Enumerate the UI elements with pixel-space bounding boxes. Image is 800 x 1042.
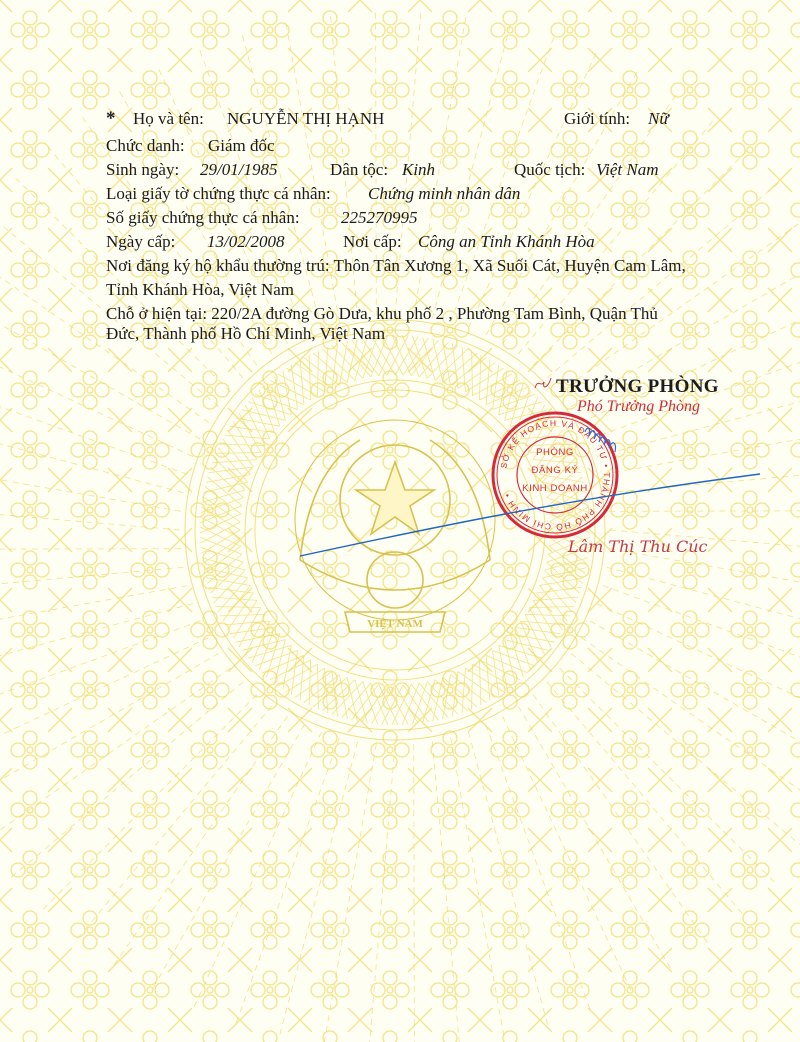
id-number-value: 225270995 bbox=[341, 208, 418, 227]
name-value: NGUYỄN THỊ HẠNH bbox=[227, 109, 385, 128]
current-address-line-2: Đức, Thành phố Hồ Chí Minh, Việt Nam bbox=[106, 324, 386, 343]
issue-date-label: Ngày cấp: bbox=[106, 232, 176, 251]
residence-line-1: Nơi đăng ký hộ khẩu thường trú: Thôn Tân Xương 1, Xã Suối Cát, Huyện Cam Lâm, bbox=[106, 256, 686, 275]
emblem-text: VIỆT NAM bbox=[367, 618, 423, 630]
title-value: Giám đốc bbox=[208, 136, 275, 155]
signer-name: Lâm Thị Thu Cúc bbox=[568, 537, 708, 556]
id-type-label: Loại giấy tờ chứng thực cá nhân: bbox=[106, 184, 331, 203]
stamp-ring-text: SỞ KẾ HOẠCH VÀ ĐẦU TƯ • THÀNH PHỐ HỒ CHÍ MINH • bbox=[498, 417, 613, 533]
issue-date-value: 13/02/2008 bbox=[207, 232, 285, 251]
bullet-marker: * bbox=[106, 108, 116, 129]
name-label: Họ và tên: bbox=[133, 109, 204, 128]
ethnicity-value: Kinh bbox=[402, 160, 436, 179]
current-address-line-1: Chỗ ở hiện tại: 220/2A đường Gò Dưa, khu phố 2 , Phường Tam Bình, Quận Thủ bbox=[106, 304, 658, 323]
ethnicity-label: Dân tộc: bbox=[330, 160, 389, 179]
stamp-center-line-3: KINH DOANH bbox=[522, 483, 588, 494]
stamp-center-line-1: PHÒNG bbox=[536, 447, 574, 458]
nationality-value: Việt Nam bbox=[596, 160, 659, 179]
nationality-label: Quốc tịch: bbox=[514, 160, 586, 179]
stamp-center-line-2: ĐĂNG KÝ bbox=[531, 465, 579, 476]
issue-place-label: Nơi cấp: bbox=[343, 232, 402, 251]
gender-value: Nữ bbox=[648, 109, 669, 128]
dob-value: 29/01/1985 bbox=[200, 160, 278, 179]
residence-line-2: Tỉnh Khánh Hòa, Việt Nam bbox=[106, 280, 294, 299]
dob-label: Sinh ngày: bbox=[106, 160, 180, 179]
issue-place-value: Công an Tỉnh Khánh Hòa bbox=[418, 232, 595, 251]
title-label: Chức danh: bbox=[106, 136, 185, 155]
role-title: TRƯỞNG PHÒNG bbox=[556, 376, 719, 397]
id-type-value: Chứng minh nhân dân bbox=[368, 184, 521, 203]
initials-mark bbox=[535, 378, 551, 388]
gender-label: Giới tính: bbox=[564, 109, 631, 128]
id-number-label: Số giấy chứng thực cá nhân: bbox=[106, 208, 300, 227]
role-subtitle: Phó Trưởng Phòng bbox=[577, 398, 701, 415]
